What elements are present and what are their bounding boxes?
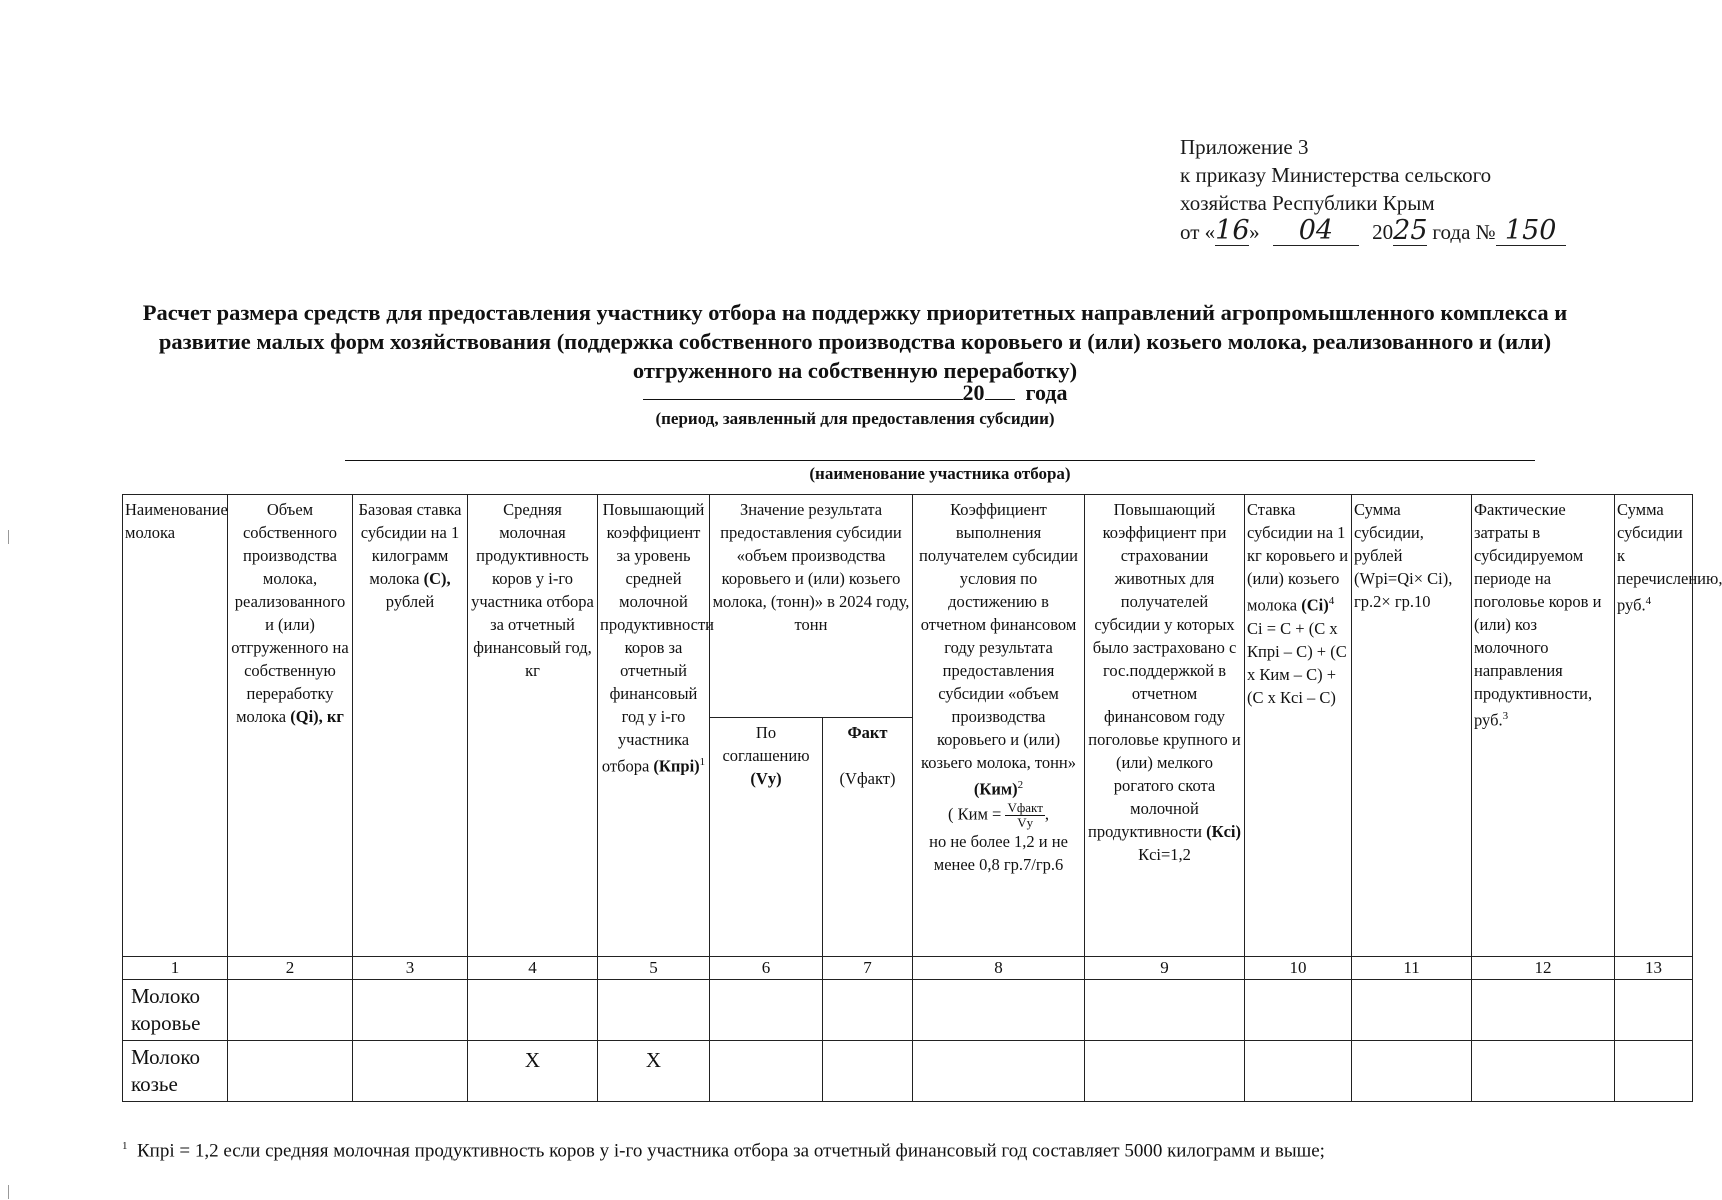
table-cell bbox=[1615, 1041, 1693, 1102]
appendix-block bbox=[1180, 133, 1566, 246]
table-cell bbox=[710, 1041, 823, 1102]
header-insurance-coefficient: Повышающий коэффициент при страховании животных для получателей субсидии у которых было застраховано с гос.поддержкой в отчетном финансовом году поголовье крупного и (или) мелкого рогатого скота молочной продуктивности (Кci) Кci=1,2 bbox=[1085, 495, 1245, 957]
header-milk-name: Наименование молока bbox=[123, 495, 228, 957]
period-line: 20 года bbox=[0, 380, 1710, 406]
header-result-value: Значение результата предоставления субсидии «объем производства коровьего и (или) козьего молока, (тонн)» в 2024 году, тонн bbox=[710, 495, 913, 718]
column-number: 5 bbox=[598, 957, 710, 980]
column-number: 6 bbox=[710, 957, 823, 980]
column-number: 11 bbox=[1352, 957, 1472, 980]
table-row-cow-milk bbox=[123, 980, 1693, 1041]
table-cell bbox=[1352, 1041, 1472, 1102]
formula-fraction: $\frac{\text{Vфакт}}{Vу}$ bbox=[1007, 799, 1043, 830]
header-yield-coefficient: Повышающий коэффициент за уровень средней молочной продуктивности коров за отчетный финансовый год у i-го участника отбора (Кпрi)$^1$ bbox=[598, 495, 710, 957]
period-caption: (период, заявленный для предоставления субсидии) bbox=[655, 409, 1055, 428]
column-number: 8 bbox=[913, 957, 1085, 980]
table-cell bbox=[823, 1041, 913, 1102]
not-applicable-mark: X bbox=[468, 1041, 598, 1102]
appendix-line-1: Приложение 3 bbox=[1180, 135, 1309, 159]
header-row-1 bbox=[123, 495, 1693, 718]
header-actual-costs: Фактические затраты в субсидируемом периоде на поголовье коров и (или) коз молочного направления продуктивности, руб.$^3$ bbox=[1472, 495, 1615, 957]
table-cell bbox=[823, 980, 913, 1041]
table-cell bbox=[1472, 1041, 1615, 1102]
table-cell bbox=[1085, 980, 1245, 1041]
header-subsidy-amount: Сумма субсидии, рублей (Wрi=Qi× Ci), гр.2× гр.10 bbox=[1352, 495, 1472, 957]
header-fulfillment-coefficient: Коэффициент выполнения получателем субсидии условия по достижению в отчетном финансовом году результата предоставления субсидии «объем производства коровьего и (или) козьего молока, тонн» (Ким)$^2$ ( Ким = $\frac{\text{Vфакт}}{Vу}$ , но не более 1,2 и не менее 0,8 гр.7/гр.6 bbox=[913, 495, 1085, 957]
column-number: 13 bbox=[1615, 957, 1693, 980]
table-cell bbox=[598, 980, 710, 1041]
table-cell bbox=[1352, 980, 1472, 1041]
header-by-agreement: По соглашению (Vу) bbox=[710, 718, 823, 957]
not-applicable-mark: X bbox=[598, 1041, 710, 1102]
header-average-yield: Средняя молочная продуктивность коров у i-го участника отбора за отчетный финансовый год, кг bbox=[468, 495, 598, 957]
column-number-row bbox=[123, 957, 1693, 980]
column-number: 1 bbox=[123, 957, 228, 980]
row-label: Молоко козье bbox=[123, 1041, 228, 1102]
appendix-line-2: к приказу Министерства сельского bbox=[1180, 163, 1492, 187]
table-cell bbox=[1245, 980, 1352, 1041]
header-fact: Факт (Vфакт) bbox=[823, 718, 913, 957]
table-cell bbox=[710, 980, 823, 1041]
column-number: 2 bbox=[228, 957, 353, 980]
table-cell bbox=[1085, 1041, 1245, 1102]
header-transfer-amount: Сумма субсидии к перечислению, руб.$^4$ bbox=[1615, 495, 1693, 957]
scan-margin-mark bbox=[8, 530, 9, 544]
subsidy-calculation-table bbox=[122, 494, 1722, 1102]
table-cell bbox=[228, 980, 353, 1041]
appendix-month: 04 bbox=[1273, 217, 1359, 246]
appendix-number: 150 bbox=[1496, 217, 1566, 246]
table-cell bbox=[1472, 980, 1615, 1041]
header-base-rate: Базовая ставка субсидии на 1 килограмм молока (С), рублей bbox=[353, 495, 468, 957]
table-cell bbox=[353, 980, 468, 1041]
column-number: 3 bbox=[353, 957, 468, 980]
header-subsidy-rate: Ставка субсидии на 1 кг коровьего и (или) козьего молока $(Ci)^4$ Ci = С + (С х Кпрi – С) + (С х Ким – С) + (С х Кci – С) bbox=[1245, 495, 1352, 957]
table-cell bbox=[353, 1041, 468, 1102]
column-number: 10 bbox=[1245, 957, 1352, 980]
period-blank bbox=[643, 399, 963, 400]
column-number: 4 bbox=[468, 957, 598, 980]
table-cell bbox=[913, 980, 1085, 1041]
column-number: 9 bbox=[1085, 957, 1245, 980]
column-number: 12 bbox=[1472, 957, 1615, 980]
table-cell bbox=[228, 1041, 353, 1102]
table-cell bbox=[1615, 980, 1693, 1041]
row-label: Молоко коровье bbox=[123, 980, 228, 1041]
table-cell bbox=[468, 980, 598, 1041]
participant-name-line bbox=[345, 460, 1535, 461]
table-cell bbox=[1245, 1041, 1352, 1102]
header-production-volume: Объем собственного производства молока, реализованного и (или) отгруженного на собственную переработку молока (Qi), кг bbox=[228, 495, 353, 957]
appendix-day: 16 bbox=[1215, 215, 1250, 246]
participant-caption: (наименование участника отбора) bbox=[809, 464, 1071, 483]
column-number: 7 bbox=[823, 957, 913, 980]
appendix-date-line: от «16» 04 2025 года № 150 bbox=[1180, 217, 1566, 246]
scan-margin-mark bbox=[8, 1185, 9, 1199]
period-year-blank bbox=[985, 399, 1015, 400]
appendix-year: 25 bbox=[1393, 215, 1428, 246]
footnote-1: $^1$ Кпрi = 1,2 если средняя молочная продуктивность коров у i-го участника отбора за отчетный финансовый год составляет 5000 килограмм и выше; bbox=[122, 1140, 1325, 1162]
appendix-line-3: хозяйства Республики Крым bbox=[1180, 191, 1435, 215]
table-cell bbox=[913, 1041, 1085, 1102]
document-title: Расчет размера средств для предоставления участнику отбора на поддержку приоритетных направлений агропромышленного комплекса и развитие малых форм хозяйствования (поддержка собственного производства коровьего и (или) козьего молока, реализованного и (или) отгруженного на собственную переработку) bbox=[142, 300, 1568, 383]
table-row-goat-milk bbox=[123, 1041, 1693, 1102]
